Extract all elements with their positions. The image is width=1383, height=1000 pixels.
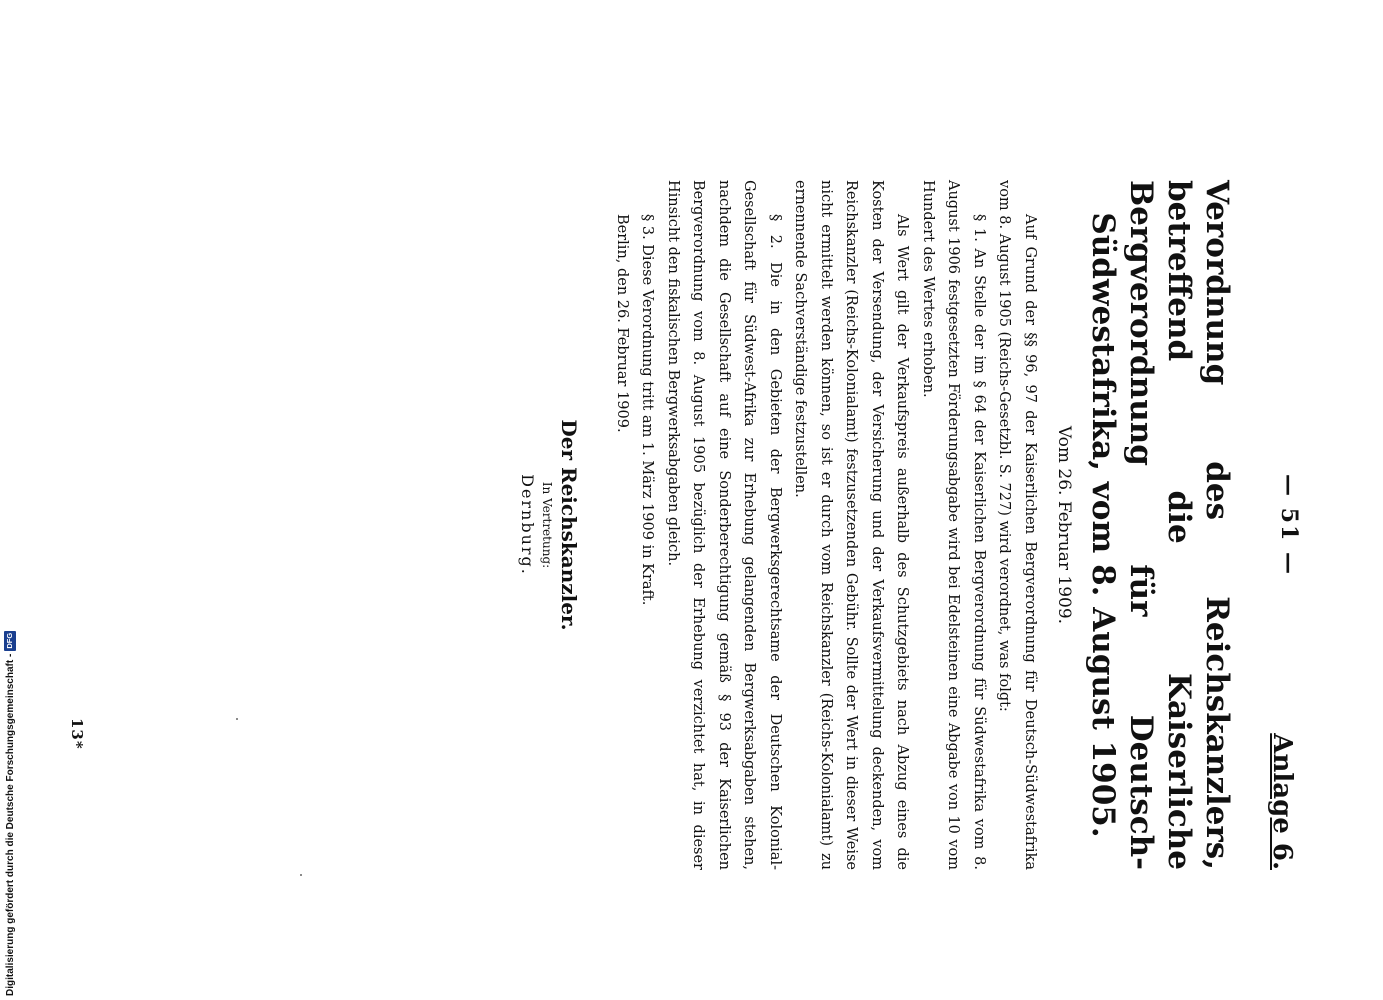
signature-name: Dernburg. [518,474,538,576]
intro-paragraph: Auf Grund der §§ 96, 97 der Kaiserlichen Bergverordnung für Deutsch-Südwestafrika vom 8. August 1905 (Reichs-Gesetzbl. S. 727) wird verordnet, was folgt: [996,180,1038,870]
digitization-credit [2,602,18,996]
signature-deputy: In Vertretung: [540,481,555,569]
place-date: Berlin, den 26. Februar 1909. [614,214,630,433]
document-title: Verordnung des Reichskanzlers, betreffend die Kaiserliche Bergverordnung für Deutsch-Südwestafrika, vom 8. August 1905. [1085,180,1235,870]
date-line: Vom 26. Februar 1909. [1054,425,1074,625]
credit-text: Digitalisierung gefördert durch die Deutsche Forschungsgemeinschaft - [4,653,16,996]
annex-label: Anlage 6. [1267,733,1297,870]
signature-block [517,180,583,870]
page-number: — 51 — [1276,474,1302,576]
document-page [517,180,1301,870]
dfg-logo-icon: DFG [4,631,16,651]
sheet-mark: 13* [68,718,86,750]
section-1-value-paragraph: Als Wert gilt der Verkaufspreis außerhalb des Schutzgebiets nach Abzug eines die Kosten der Versendung, der Versicherung und der Verkaufsvermittelung deckenden, vom Reichskanzler (Reichs-Kolonialamt) festzusetzenden Gebühr. Sollte der Wert in dieser Weise nicht ermittelt werden können, so ist er durch vom Reichskanzler (Reichs-Kolonialamt) zu ernennende Sachverständige festzustellen. [792,180,911,870]
signature-title: Der Reichskanzler. [557,419,582,631]
section-1-paragraph: § 1. An Stelle der im § 64 der Kaiserlichen Bergverordnung für Südwestafrika vom 8. August 1906 festgesetzten Förderungsabgabe wird bei Edelsteinen eine Abgabe von 10 vom Hundert des Wertes erhoben. [920,180,987,870]
scan-speck [300,874,302,876]
section-2-paragraph: § 2. Die in den Gebieten der Bergwerksgerechtsame der Deutschen Kolonial-Gesellschaft für Südwest-Afrika zur Erhebung gelangenden Bergwerksabgaben stehen, nachdem die Gesellschaft auf eine Sonderberechtigung gemäß § 93 der Kaiserlichen Bergverordnung vom 8. August 1905 bezüglich der Erhebung verzichtet hat, in dieser Hinsicht den fiskalischen Bergwerksabgaben gleich. [665,180,783,870]
scan-speck [236,718,238,720]
section-3-paragraph: § 3. Diese Verordnung tritt am 1. März 1909 in Kraft. [639,214,656,606]
